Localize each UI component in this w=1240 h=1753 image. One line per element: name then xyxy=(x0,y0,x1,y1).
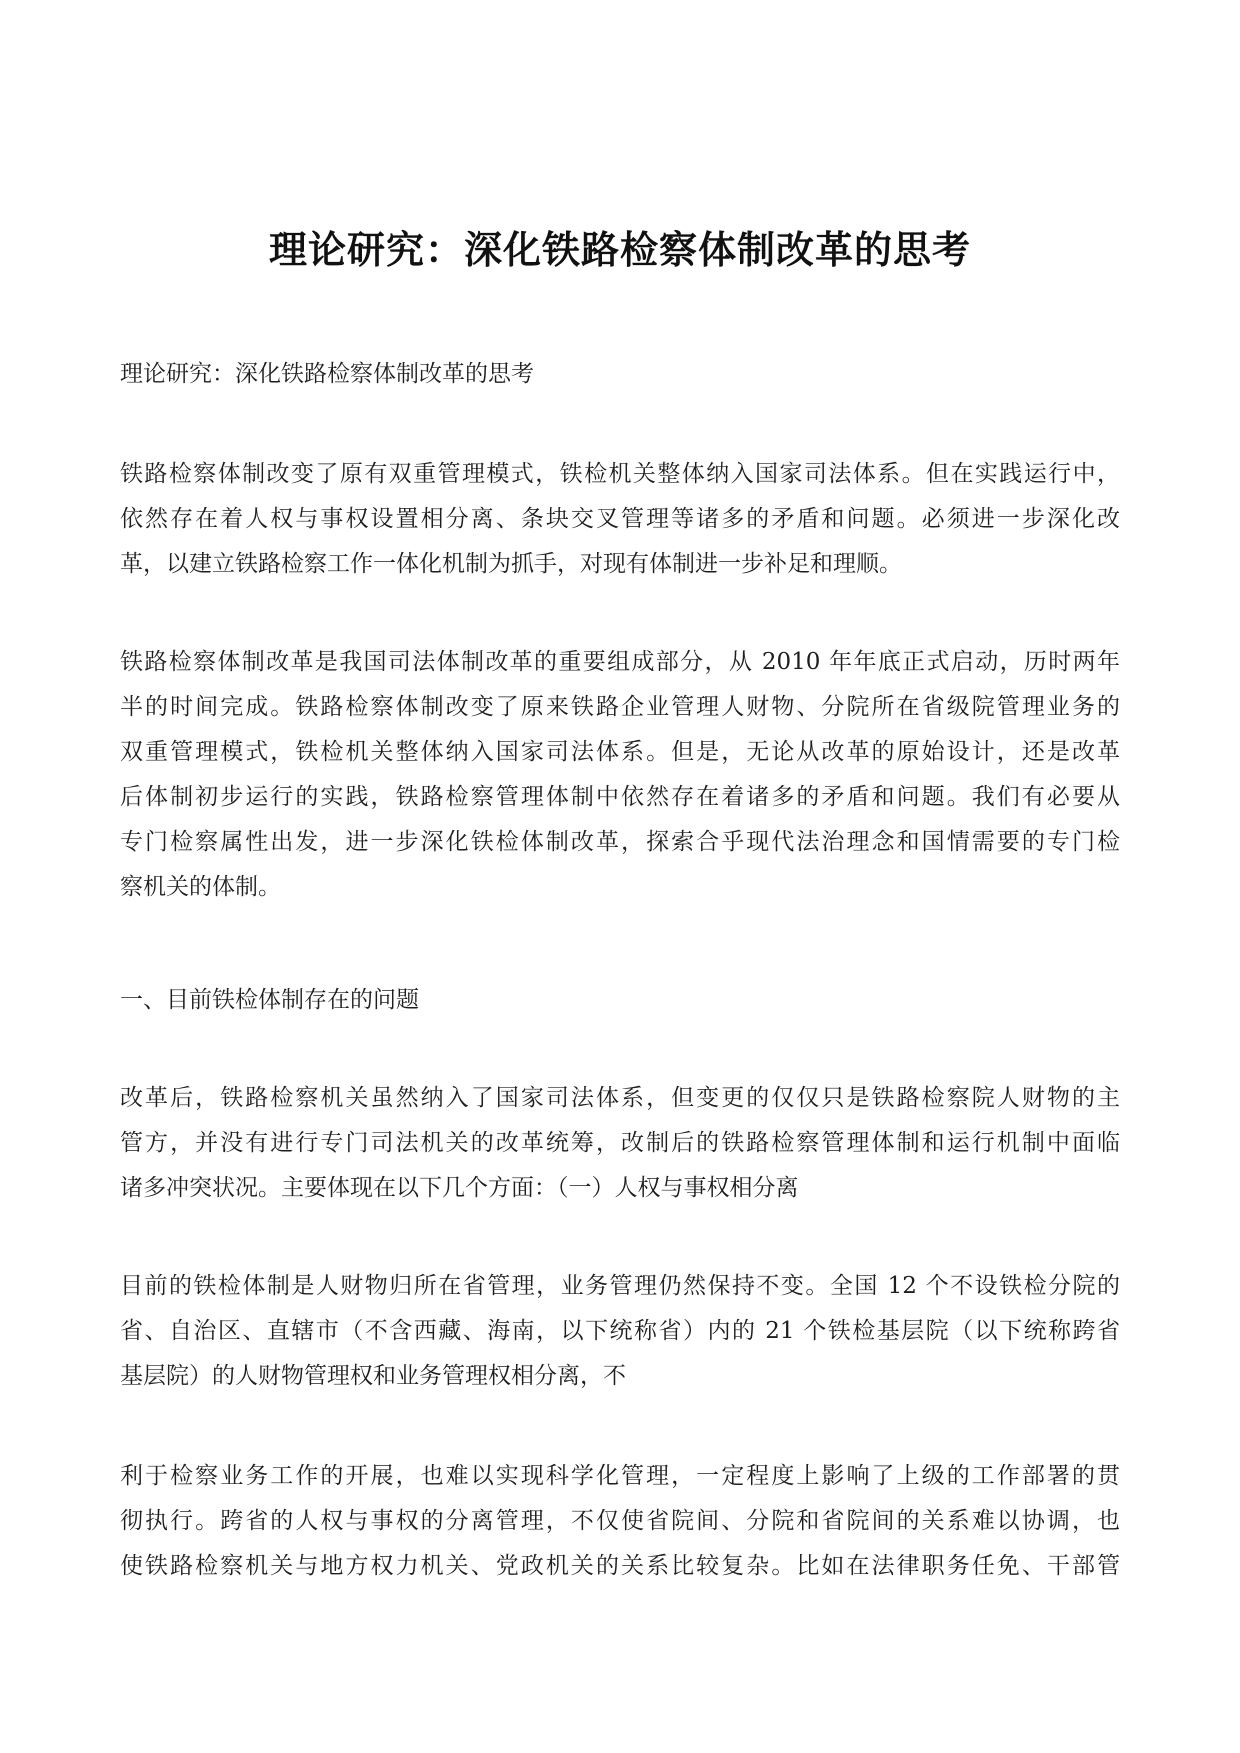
paragraph-line: 专门检察属性出发，进一步深化铁检体制改革，探索合乎现代法治理念和国情需要的专门检 xyxy=(120,829,1120,855)
paragraph-continuation xyxy=(120,1454,1120,1589)
paragraph-line: 察机关的体制。 xyxy=(120,874,281,900)
paragraph-line: 利于检察业务工作的开展，也难以实现科学化管理，一定程度上影响了上级的工作部署的贯 xyxy=(120,1463,1120,1489)
paragraph-line: 使铁路检察机关与地方权力机关、党政机关的关系比较复杂。比如在法律职务任免、干部管 xyxy=(120,1553,1120,1579)
paragraph-intro xyxy=(120,452,1120,587)
paragraph-line: 诸多冲突状况。主要体现在以下几个方面：（一）人权与事权相分离 xyxy=(120,1175,799,1201)
paragraph-line: 理论研究：深化铁路检察体制改革的思考 xyxy=(120,361,534,387)
paragraph-line: 彻执行。跨省的人权与事权的分离管理，不仅使省院间、分院和省院间的关系难以协调，也 xyxy=(120,1508,1120,1534)
paragraph-current-system xyxy=(120,1264,1120,1399)
paragraph-line: 依然存在着人权与事权设置相分离、条块交叉管理等诸多的矛盾和问题。必须进一步深化改 xyxy=(120,506,1120,532)
paragraph-line: 改革后，铁路检察机关虽然纳入了国家司法体系，但变更的仅仅只是铁路检察院人财物的主 xyxy=(120,1085,1120,1111)
paragraph-line: 铁路检察体制改变了原有双重管理模式，铁检机关整体纳入国家司法体系。但在实践运行中， xyxy=(120,461,1120,487)
paragraph-line: 基层院）的人财物管理权和业务管理权相分离，不 xyxy=(120,1363,626,1389)
paragraph-line: 双重管理模式，铁检机关整体纳入国家司法体系。但是，无论从改革的原始设计，还是改革 xyxy=(120,739,1120,765)
paragraph-line: 目前的铁检体制是人财物归所在省管理，业务管理仍然保持不变。全国 12 个不设铁检分院的 xyxy=(120,1273,1120,1299)
paragraph-line: 后体制初步运行的实践，铁路检察管理体制中依然存在着诸多的矛盾和问题。我们有必要从 xyxy=(120,784,1120,810)
paragraph-problems xyxy=(120,1076,1120,1211)
paragraph-line: 铁路检察体制改革是我国司法体制改革的重要组成部分，从 2010 年年底正式启动，历时两年 xyxy=(120,649,1120,675)
paragraph-line: 省、自治区、直辖市（不含西藏、海南，以下统称省）内的 21 个铁检基层院（以下统称跨省 xyxy=(120,1318,1120,1344)
section-heading xyxy=(120,978,1120,1023)
paragraph-line: 革，以建立铁路检察工作一体化机制为抓手，对现有体制进一步补足和理顺。 xyxy=(120,551,902,577)
paragraph-background xyxy=(120,640,1120,910)
paragraph-line: 管方，并没有进行专门司法机关的改革统筹，改制后的铁路检察管理体制和运行机制中面临 xyxy=(120,1130,1120,1156)
paragraph-line: 一、目前铁检体制存在的问题 xyxy=(120,987,419,1013)
document-title: 理论研究：深化铁路检察体制改革的思考 xyxy=(268,227,971,272)
paragraph-line: 半的时间完成。铁路检察体制改变了原来铁路企业管理人财物、分院所在省级院管理业务的 xyxy=(120,694,1120,720)
document-subtitle xyxy=(120,352,1120,397)
